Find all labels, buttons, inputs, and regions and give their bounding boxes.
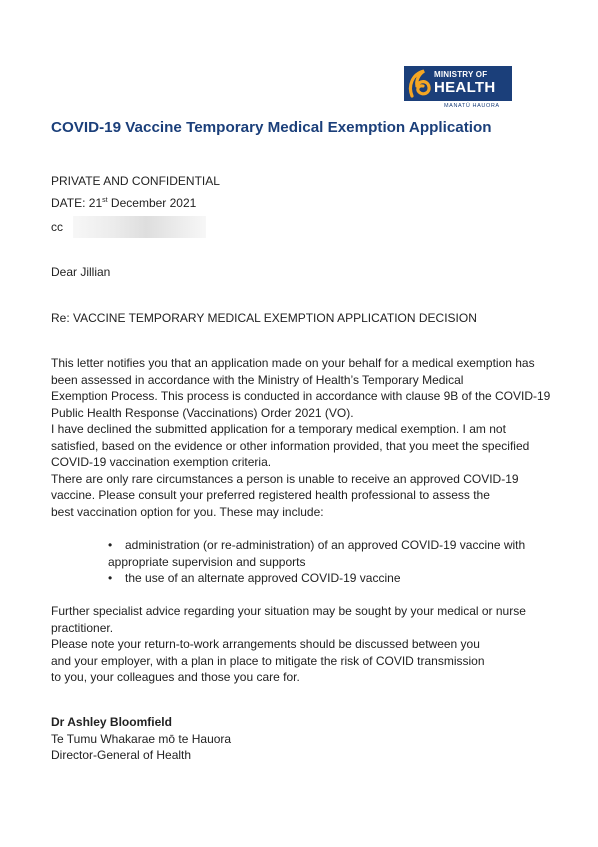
bullet-item-text: the use of an alternate approved COVID-19 vaccine [125, 571, 401, 585]
subject-line: Re: VACCINE TEMPORARY MEDICAL EXEMPTION APPLICATION DECISION [51, 311, 477, 325]
logo-line-1: MINISTRY OF [434, 70, 488, 79]
confidential-label: PRIVATE AND CONFIDENTIAL [51, 174, 220, 188]
date-line [51, 195, 196, 212]
cc-label: cc [51, 220, 63, 234]
paragraph-line: Further specialist advice regarding your situation may be sought by your medical or nurse [51, 604, 526, 618]
logo-banner [404, 66, 512, 101]
page-title: COVID-19 Vaccine Temporary Medical Exemption Application [51, 119, 492, 136]
paragraph-line: practitioner. [51, 620, 114, 635]
paragraph-line: satisfied, based on the evidence or other information provided, that you meet the specified [51, 438, 530, 453]
bullet-item-text: administration (or re-administration) of an approved COVID-19 vaccine with [125, 538, 526, 552]
paragraph-line: vaccine. Please consult your preferred registered health professional to assess the [51, 488, 490, 502]
paragraph-line: Exemption Process. This process is conducted in accordance with clause 9B of the COVID-19 [51, 389, 551, 403]
redacted-area [73, 216, 206, 238]
koru-icon [406, 68, 434, 99]
signatory-title: Director-General of Health [51, 748, 192, 762]
paragraph-line: Public Health Response (Vaccinations) Order 2021 (VO). [51, 405, 354, 420]
paragraph-line: to you, your colleagues and those you care for. [51, 670, 300, 684]
ministry-of-health-logo [404, 66, 512, 110]
bullet-item-text: appropriate supervision and supports [108, 554, 306, 569]
bullet-symbol: • [108, 571, 113, 585]
date-prefix: DATE: 21 [51, 196, 103, 210]
paragraph-line: been assessed in accordance with the Ministry of Health’s Temporary Medical [51, 372, 464, 387]
date-rest: December 2021 [107, 196, 197, 210]
paragraph-line: This letter notifies you that an application made on your behalf for a medical exemption has [51, 356, 535, 370]
salutation: Dear Jillian [51, 265, 111, 279]
paragraph-line: There are only rare circumstances a person is unable to receive an approved COVID-19 [51, 471, 519, 486]
logo-line-2: HEALTH [434, 79, 496, 96]
signatory-title-maori: Te Tumu Whakarae mō te Hauora [51, 731, 232, 746]
date-suffix: st [102, 197, 108, 204]
paragraph-line: best vaccination option for you. These may include: [51, 504, 324, 519]
paragraph-line: Please note your return-to-work arrangements should be discussed between you [51, 637, 480, 651]
paragraph-line: I have declined the submitted application for a temporary medical exemption. I am not [51, 422, 506, 436]
paragraph-line: COVID-19 vaccination exemption criteria. [51, 455, 272, 469]
signatory-name: Dr Ashley Bloomfield [51, 715, 172, 729]
logo-subtitle: MANATŪ HAUORA [444, 103, 500, 109]
paragraph-line: and your employer, with a plan in place to mitigate the risk of COVID transmission [51, 653, 485, 668]
bullet-symbol: • [108, 538, 113, 552]
